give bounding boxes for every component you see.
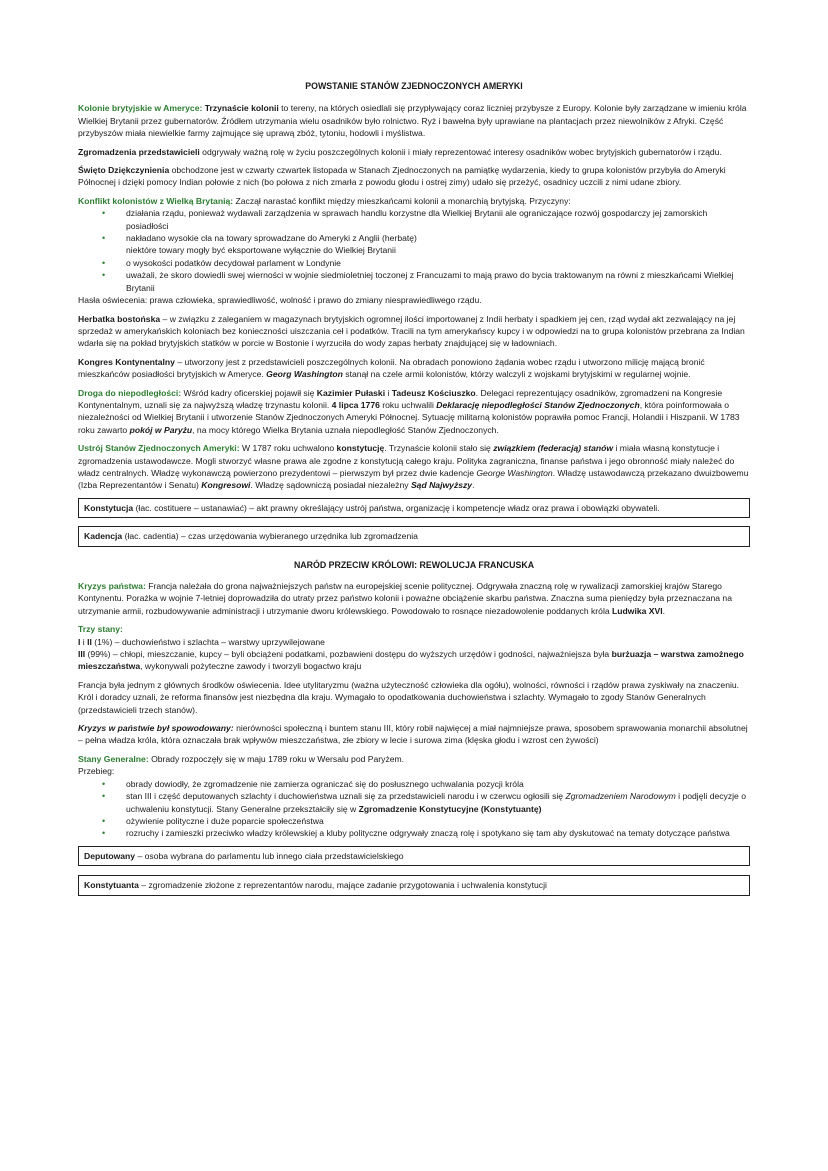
text-herbatka: – w związku z zaleganiem w magazynach brytyjskich ogromnej ilości importowanej z Indii herbaty i spadkiem jej cen, rząd wydał akt zezwalający na jej sprzedaż w amerykańskich koloniach bez konieczności uiszczania ceł i podatków. Tracili na tym amerykańscy kupcy i w odpowiedzi na to grupa kolonistów przebrana za Indian wdarła się na pokład brytyjskich statków w porcie w Bostonie i wyrzuciła do wody zapas herbaty znajdującej się w ładowniach. — [78, 313, 745, 349]
list-item: • o wysokości podatków decydował parlament w Londynie — [126, 257, 750, 269]
section-title-usa: POWSTANIE STANÓW ZJEDNOCZONYCH AMERYKI — [305, 81, 523, 91]
definition-term: Konstytuanta — [84, 880, 139, 891]
text-and: i — [80, 636, 88, 647]
paragraph-zgromadzenia — [78, 146, 750, 158]
label-stany-generalne: Stany Generalne: — [78, 753, 149, 764]
text-stan-12: (1%) – duchowieństwo i szlachta – warstwy uprzywilejowane — [91, 636, 325, 647]
text-droga-6: , na mocy którego Wielka Brytania uznała niepodległość Stanów Zjednoczonych. — [192, 424, 499, 435]
label-kryzys: Kryzys państwa: — [78, 581, 146, 591]
term-zgromadzenia: Zgromadzenia przedstawicieli — [78, 146, 200, 157]
definition-text: (łac. costituere – ustanawiać) – akt prawny określający ustrój państwa, organizację i kompetencje władz oraz prawa i obowiązki obywateli. — [133, 502, 660, 513]
text-droga-5: , która poinformowała o niezależności od Wielkiej Brytanii i utworzenie Stanów Zjednoczonych Ameryki Północnej. Sytuację militarną kolonistów poprawiła pomoc Francji, Holandii i Hiszpanii. W 1783 roku zawarto — [78, 399, 740, 435]
text-kolonie: to tereny, na których osiedlali się przypływający coraz liczniej przybysze z Europy. Kolonie były zarządzane w imieniu króla Wielkiej Brytanii przez gubernatorów. Źródłem utrzymania wielu osadników było rolnictwo. Ryż i bawełna były uprawiane na plantacjach przez niewolników z Afryki. Część przybyszów miała niewielkie farmy zajmujące się uprawą zbóż, tytoniu, hodowli i myślistwa. — [78, 103, 747, 139]
paragraph-kryzys — [78, 580, 750, 617]
definition-box-konstytucja — [78, 498, 750, 518]
section-title-france: NARÓD PRZECIW KRÓLOWI: REWOLUCJA FRANCUSKA — [293, 559, 535, 570]
text-kryzys-end: . — [662, 605, 666, 616]
text-kryzys: Francja należała do grona najważniejszych państw na europejskiej scenie politycznej. Odgrywała znaczną rolę w rywalizacji zamorskiej krajów Starego Kontynentu. Porażka w wojnie 7-letniej doprowadziła do utraty przez państwo kolonii i poważne obciążenie skarbu państwa. Znaczna suma pieniędzy była przeznaczana na utrzymanie armii, rozbudowywanie administracji i utrzymanie dworu królewskiego. Powodowało to rosnące niezadowolenie poddanych króla — [78, 581, 732, 616]
text-ustroj-4: . Władzę ustawodawczą przekazano dwuizbowemu (Izba Reprezentantów i Senatu) — [78, 467, 749, 491]
term-stan-3: III — [78, 649, 86, 660]
text-droga-4: roku uchwalili — [379, 399, 437, 410]
term-swieto: Święto Dziękczynienia — [78, 165, 170, 176]
text-konflikt: Zaczął narastać konflikt między mieszkańcami kolonii a monarchią brytyjską. Przyczyny: — [233, 195, 571, 206]
paragraph-stany-generalne — [78, 753, 750, 778]
paragraph-konflikt — [78, 195, 750, 207]
term-trzynascie-kolonii: Trzynaście kolonii — [204, 103, 279, 114]
paragraph-francja: Francja była jednym z głównych środków oświecenia. Idee utylitaryzmu (ważna użyteczność człowieka dla ogółu), wolności, równości i rządów prawa zyskiwały na znaczeniu. Król i doradcy uznali, że reforma finansów jest niezbędna dla kraju. Wymagało to opodatkowania duchowieństwa i szlachty. Wymagało to zgody Stanów Generalnych (przedstawicieli trzech stanów). — [78, 679, 740, 715]
text-kryzys-przyczyny: nierówności społeczną i buntem stanu III, który robił najwięcej a miał najmniejsze prawa, sposobem sprawowania monarchii absolutnej – pełna władza króla, która oznaczała brak wpływów mieszczaństwa, złe zbiory w lecie i surowa zima (klęska głodu i wzrost cen żywości) — [78, 723, 748, 746]
definition-text: – zgromadzenie złożone z reprezentantów narodu, mające zadanie przygotowania i uchwalenia konstytucji — [138, 880, 547, 891]
term-federacja: związkiem (federacją) stanów — [493, 443, 614, 454]
term-herbatka: Herbatka bostońska — [78, 313, 161, 324]
definition-box-konstytuanta — [78, 875, 750, 895]
label-ustroj: Ustrój Stanów Zjednoczonych Ameryki: — [78, 443, 240, 454]
text-stany-generalne: Obrady rozpoczęły się w maju 1789 roku w Wersalu pod Paryżem. — [148, 753, 405, 764]
definition-term: Deputowany — [84, 850, 136, 861]
term-zgromadzenie-narodowe: Zgromadzeniem Narodowym — [565, 791, 676, 802]
definition-box-kadencja — [78, 526, 750, 546]
term-kongres: Kongresowi — [201, 480, 251, 491]
term-sad-najwyzszy: Sąd Najwyższy — [410, 480, 473, 491]
term-kongres: Kongres Kontynentalny — [78, 356, 175, 367]
text-swieto: obchodzone jest w czwarty czwartek listopada w Stanach Zjednoczonych na pamiątkę wydarzenia, kiedy to grupa kolonistów przybyła do Ameryki Północnej i dzięki pomocy Indian połowie z nich (bo połowa z nich zmarła z powodu głodu i ostrej zimy) udało się przeżyć, osadnicy uczcili z nimi udane zbiory. — [78, 165, 726, 188]
label-konflikt: Konflikt kolonistów z Wielką Brytanią: — [78, 195, 234, 206]
text-kongres-1: – utworzony jest z przedstawicieli poszczególnych kolonii. Na obradach ponowiono żądania wobec rządu i utworzono milicję mającą bronić mieszkańców posiadłości brytyjskich w Ameryce. — [78, 356, 705, 380]
term-konstytucja: konstytucję — [336, 443, 385, 454]
paragraph-ustroj — [78, 442, 750, 492]
definition-text: (łac. cadentia) – czas urzędowania wybieranego urzędnika lub zgromadzenia — [122, 531, 418, 542]
label-kolonie: Kolonie brytyjskie w Ameryce: — [78, 103, 203, 114]
list-przyczyny — [78, 207, 750, 294]
list-item — [126, 232, 750, 257]
list-item: • rozruchy i zamieszki przeciwko władzy królewskiej a kluby polityczne odgrywały znaczą rolę i spotykano się tam aby dyskutować na tematy dotyczące państwa — [126, 827, 750, 839]
label-przebieg: Przebieg: — [78, 766, 115, 777]
list-item-text-extra: niektóre towary mogły być eksportowane wyłącznie do Wielkiej Brytanii — [126, 245, 396, 256]
text-ustroj-6: . — [472, 480, 475, 491]
term-washington: Georg Washington — [266, 369, 343, 380]
text-stan-3-end: , wykonywali pożyteczne zawody i tworzyli bogactwo kraju — [140, 661, 362, 672]
label-kryzys-przyczyny: Kryzys w państwie był spowodowany: — [78, 723, 234, 734]
term-pokoj-paryz: pokój w Paryżu — [129, 424, 193, 435]
document-page — [78, 80, 750, 896]
definition-term: Konstytucja — [84, 502, 134, 513]
paragraph-trzy-stany — [78, 623, 750, 673]
term-pulaski: Kazimier Pułaski — [316, 387, 386, 398]
list-item: • działania rządu, ponieważ wydawali zarządzenia w sprawach handlu korzystne dla Wielkiej Brytanii ale ograniczające rozwój gospodarczy jej zamorskich posiadłości — [126, 207, 750, 232]
paragraph-hasla: Hasła oświecenia: prawa człowieka, sprawiedliwość, wolność i prawo do zmiany niesprawiedliwego rządu. — [78, 295, 482, 306]
term-date-1776: 4 lipca 1776 — [331, 399, 380, 410]
paragraph-kolonie — [78, 102, 750, 139]
list-przebieg — [78, 778, 750, 840]
definition-text: – osoba wybrana do parlamentu lub innego ciała przedstawicielskiego — [135, 850, 404, 861]
term-stan-2: II — [87, 636, 92, 647]
text-ustroj-5: . Władzę sądowniczą posiadał niezależny — [250, 480, 411, 491]
paragraph-herbatka — [78, 313, 750, 350]
text-stan-3: (99%) – chłopi, mieszczanie, kupcy – byli obciążeni podatkami, pozbawieni dostępu do wyższych urzędów i godności, najważniejsza była — [85, 649, 612, 660]
term-konstytuanta: Zgromadzenie Konstytucyjne (Konstytuantę) — [358, 803, 542, 814]
list-item — [126, 790, 750, 815]
text-ustroj-1: W 1787 roku uchwalono — [239, 443, 337, 454]
term-kosciuszko: Tadeusz Kościuszko — [391, 387, 476, 398]
list-item: • obrady dowiodły, że zgromadzenie nie zamierza ograniczać się do posłusznego uchwalania pozycji króla — [126, 778, 750, 790]
text-zgromadzenia: odgrywały ważną rolę w życiu poszczególnych kolonii i miały reprezentować interesy osadników wobec brytyjskich gubernatorów i rządu. — [199, 146, 722, 157]
text-droga-2: i — [385, 387, 392, 398]
term-stan-1: I — [78, 636, 81, 647]
paragraph-kryzys-przyczyny — [78, 722, 750, 747]
list-item: • ożywienie polityczne i duże poparcie społeczeństwa — [126, 815, 750, 827]
term-ludwik: Ludwika XVI — [612, 605, 663, 616]
definition-box-deputowany — [78, 846, 750, 866]
list-item-text: nakładano wysokie cła na towary sprowadzane do Ameryki z Anglii (herbatę) — [126, 233, 417, 244]
term-deklaracja: Deklarację niepodległości Stanów Zjednoczonych — [436, 399, 640, 410]
definition-term: Kadencja — [84, 531, 123, 542]
list-item: • uważali, że skoro dowiedli swej wierności w wojnie siedmioletniej toczonej z Francuzami to mają prawo do bycia traktowanym na równi z mieszkańcami Wielkiej Brytanii — [126, 269, 750, 294]
text-droga-1: Wśród kadry oficerskiej pojawił się — [181, 387, 317, 398]
label-droga: Droga do niepodległości: — [78, 387, 182, 398]
text-ustroj-3: i miała własną konstytucje i zgromadzenia ustawodawcze. Mogli stworzyć własne prawa ale zgodne z konstytucją całego kraju. Polityka zagraniczna, finanse państwa i jego obronność miały należeć do władz centralnych. Władzę wykonawczą powierzono prezydentowi – pierwszym był przez dwie kadencje — [78, 443, 735, 478]
paragraph-swieto — [78, 164, 750, 189]
term-burzuazja: burżuazja – warstwa zamożnego mieszczaństwa — [78, 649, 744, 672]
text-droga-3: . Delegaci reprezentujący osadników, zgromadzeni na Kongresie Kontynentalnym, uznali się za najwyższą władzę trzynastu kolonii. — [78, 387, 723, 410]
text-kongres-2: stanął na czele armii kolonistów, którzy walczyli z wojskami brytyjskimi w regularnej wojnie. — [342, 369, 691, 380]
list-item-text: i podjęli decyzje o uchwaleniu konstytucji. Stany Generalne przekształciły się w — [126, 791, 747, 814]
paragraph-kongres — [78, 356, 750, 381]
term-george-washington: George Washington — [476, 467, 553, 478]
text-ustroj-2: . Trzynaście kolonii stało się — [384, 443, 494, 454]
paragraph-droga — [78, 387, 750, 437]
label-trzy-stany: Trzy stany: — [78, 624, 123, 635]
list-item-text: stan III i część deputowanych szlachty i duchowieństwa uznali się za przedstawicieli narodu i w czerwcu ogłosili się — [126, 791, 566, 802]
